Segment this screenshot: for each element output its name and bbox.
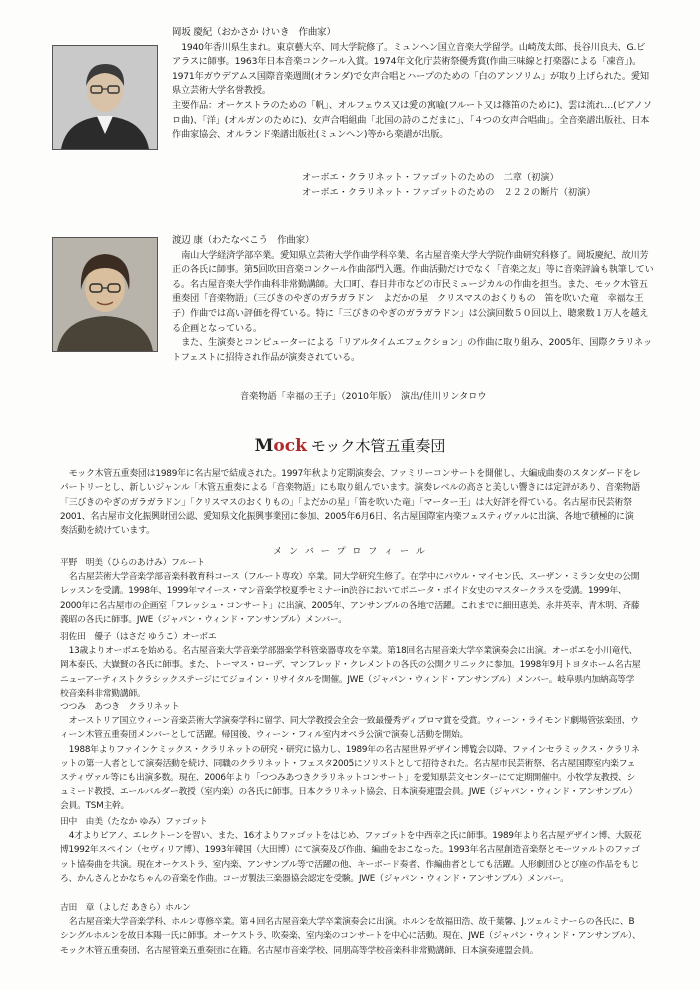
composer1-name: 岡坂 慶紀（おかさか けいき 作曲家）	[172, 27, 336, 38]
piece-title: オーボエ・クラリネット・ファゴットのための 二章（初演）	[302, 172, 559, 183]
member-name: 平野 明美（ひらのあけみ）フルート	[60, 558, 205, 568]
member-bio: 4才よりピアノ、エレクトーンを習い、また、16才よりファゴットをはじめ、ファゴットを中西幸之氏に師事。1989年より名古屋デザイン博、大阪花博1992年スペイン（セヴィリア博）、1993年韓国（大田博）にて演奏及び作曲、編曲をおこなった。1993年名古屋創造音楽祭とモーツァルトのファゴット協奏曲を共演。現在オーケストラ、室内楽、アンサンブル等で活躍の他、キーボード奏者、作編曲者としても活躍。人形劇団ひとび座の作品をもじろ、かんさんとかなちゃんの音楽を作曲。コーガ製法三楽器協会認定を受験。JWE（ジャパン・ウィンド・アンサンブル）メンバー。	[60, 831, 642, 884]
member-bio: 13歳よりオーボエを始める。名古屋音楽大学音楽学部器楽学科管楽器専攻を卒業。第18回名古屋音楽大学卒業演奏会に出演。オーボエを小川竜代、岡本泰氏、大嶽賢の各氏に師事。また、トーマス・ローデ、マンフレッド・クレメントの各氏の公開クリニックに参加。1998年9月トヨタホーム名古屋ニューアーティストクラシックステージにてジョイン・リサイタルを開催。JWE（ジャパン・ウィンド・アンサンブル）メンバー。岐阜県内加納高等学校音楽科非常勤講師。	[60, 646, 641, 699]
composer2-photo	[52, 237, 158, 352]
member-name: つつみ あつき クラリネット	[60, 702, 180, 712]
member-profile	[60, 556, 642, 627]
member-profile	[60, 630, 642, 701]
composer2-name: 渡辺 康（わたなべこう 作曲家）	[172, 235, 315, 246]
ensemble-name: モック木管五重奏団	[310, 437, 446, 455]
composer1-pieces	[302, 170, 595, 200]
member-profile	[60, 815, 642, 886]
portrait-photo-icon	[53, 46, 157, 149]
composer1-works-intro: 主要作品：オーケストラのための「帆」、オルフェウス又は愛の寓喩(フルート又は篠笛のために)、雲は流れ…(ピアノソロ曲)、「洋」(オルガンのために)、女声合唱組曲「北国の詩のこだまに」、「４つの女声合唱曲」。全音楽譜出版社、日本作曲家協会、オルランド楽譜出版社(ミュンヘン)等から楽譜が出版。	[172, 99, 652, 141]
member-bio: 名古屋音楽大学音楽学科、ホルン専修卒業。第４回名古屋音楽大学卒業演奏会に出演。ホルンを故福田浩、故千葉馨、J.ツェルミナーらの各氏に、Bシングルホルンを故日本陽一氏に師事。オーケストラ、吹奏楽、室内楽のコンサートを中心に活動。現在、JWE（ジャパン・ウィンド・アンサンブル）、モック木管五重奏団、名古屋管楽五重奏団に在籍。名古屋市音楽学校、同朋高等学校音楽科非常勤講師、日本演奏連盟会員。	[60, 917, 641, 956]
member-name: 吉田 章（よしだ あきら）ホルン	[60, 903, 191, 913]
composer2-bio	[172, 234, 654, 365]
composer1-bio-text: 1940年香川県生まれ。東京藝大卒、同大学院修了。ミュンヘン国立音楽大学留学。山崎茂太郎、長谷川良夫、G.ビアラスに師事。1963年日本音楽コンクール入賞。1974年文化庁芸術祭優秀賞(作曲三味線と打楽器による「凍音」)。1971年ガウデアムス国際音楽週間(オランダ)で女声合唱とハープのための「白のアンソリム」が取り上げられた。愛知県立芸術大学名誉教授。	[172, 41, 649, 97]
portrait-photo-icon	[53, 238, 157, 351]
member-name: 田中 由美（たなか ゆみ）ファゴット	[60, 817, 208, 827]
composer2-bio-text: 南山大学経済学部卒業。愛知県立芸術大学作曲学科卒業、名古屋音楽大学大学院作曲研究科修了。岡坂慶紀、故川芳正の各氏に師事。第5回吹田音楽コンクール作曲部門入選。作曲活動だけでなく「音楽之友」等に音楽評論も執筆している。名古屋音楽大学作曲科非常勤講師。大口町、春日井市などの市民ミュージカルの作曲を担当。また、モック木管五重奏団「音楽物語」（三びきのやぎのガラガラドン よだかの星 クリスマスのおくりもの 笛を吹いた竜 幸福な王子）作曲では高い評価を得ている。特に「三びきのやぎのガラガラドン」は公演回数５０回以上、聴衆数１万人を越える企画となっている。	[172, 249, 654, 334]
member-profile	[60, 700, 642, 814]
member-bio-2: 1988年よりファインケミックス・クラリネットの研究・研究に協力し、1989年の名古屋世界デザイン博覧会以降、ファインセラミックス・クラリネットの第一人者として演奏活動を続け、同職のクラリネット・フェスタ2005にソリストとして招待された。名古屋市民芸術祭、名古屋国際室内楽フェスティヴァル等にも出演多数。現在、2006年より「つつみあつきクラリネットコンサート」を愛知県芸文センターにて定期開催中。小牧学友教授、シュミード教授、エールバルダー教授（室内楽）の各氏に師事。日本クラリネット協会、日本演奏連盟会員。JWE（ジャパン・ウィンド・アンサンブル）会員。TSM主幹。	[60, 744, 640, 812]
composer1-photo	[52, 45, 158, 150]
composer2-pieces	[240, 389, 487, 404]
member-name: 羽佐田 優子（はさだ ゆうこ）オーボエ	[60, 632, 217, 642]
ensemble-intro: モック木管五重奏団は1989年に名古屋で結成された。1997年秋より定期演奏会、ファミリーコンサートを開催し、大編成曲奏のスタンダードをレパートリーとし、新しいジャンル「木管五重奏による「音楽物語」にも取り組んでいます。演奏レベルの高さと美しい響きには定評があり、音楽物語「三びきのやぎのガラガラドン」「クリスマスのおくりもの」「よだかの星」「笛を吹いた竜」「マーター王」は大好評を得ている。名古屋市民芸術祭2001、名古屋市文化振興財団公認、愛知県文化振興事業団に参加、2005年6月6日、名古屋国際室内楽フェスティヴァルに出演、各地で積極的に演奏活動を続けています。	[60, 469, 641, 537]
member-profile	[60, 901, 642, 958]
piece-title: 音楽物語「幸福の王子」（2010年版） 演出/佳川リンタロウ	[240, 391, 487, 402]
member-bio: オーストリア国立ウィーン音楽芸術大学演奏学科に留学、同大学教授会全会一致最優秀ディプロマ賞を受賞。ウィーン・ライモンド劇場管弦楽団、ウィーン木管五重奏団メンバーとして活躍。帰国後、ウィーン・フィル室内オペラ公演で演奏し活動を開始。	[60, 716, 639, 741]
piece-title: オーボエ・クラリネット・ファゴットのための ２２２の断片（初演）	[302, 187, 596, 198]
ensemble-logo: Mock モック木管五重奏団	[254, 436, 446, 456]
composer2-bio-text-2: また、生演奏とコンピューターによる「リアルタイムエフェクション」の作曲に取り組み、2005年、国際クラリネットフェストに招待され作品が演奏されている。	[172, 337, 652, 363]
members-heading: メ ン バ ー プ ロ フ ィ ー ル	[273, 547, 427, 557]
composer1-bio	[172, 26, 654, 143]
member-bio: 名古屋芸術大学音楽学部音楽科教育科コース（フルート専攻）卒業。同大学研究生修了。在学中にバウル・マイセン氏、スーザン・ミラン女史の公開レッスンを受講。1998年、1999年マイース・マン音楽学校夏季セミナーin渋谷においてボニータ・ボイド女史のマスタークラスを受講。1999年、2000年に名古屋市の企画室「フレッシュ・コンサート」に出演、2005年、アンサンブルの各地で活躍。これまでに細田恵美、永井英幸、青木明、斉藤義昭の各氏に師事。JWE（ジャパン・ウィンド・アンサンブル）メンバー。	[60, 572, 640, 625]
ensemble-title	[0, 435, 700, 456]
